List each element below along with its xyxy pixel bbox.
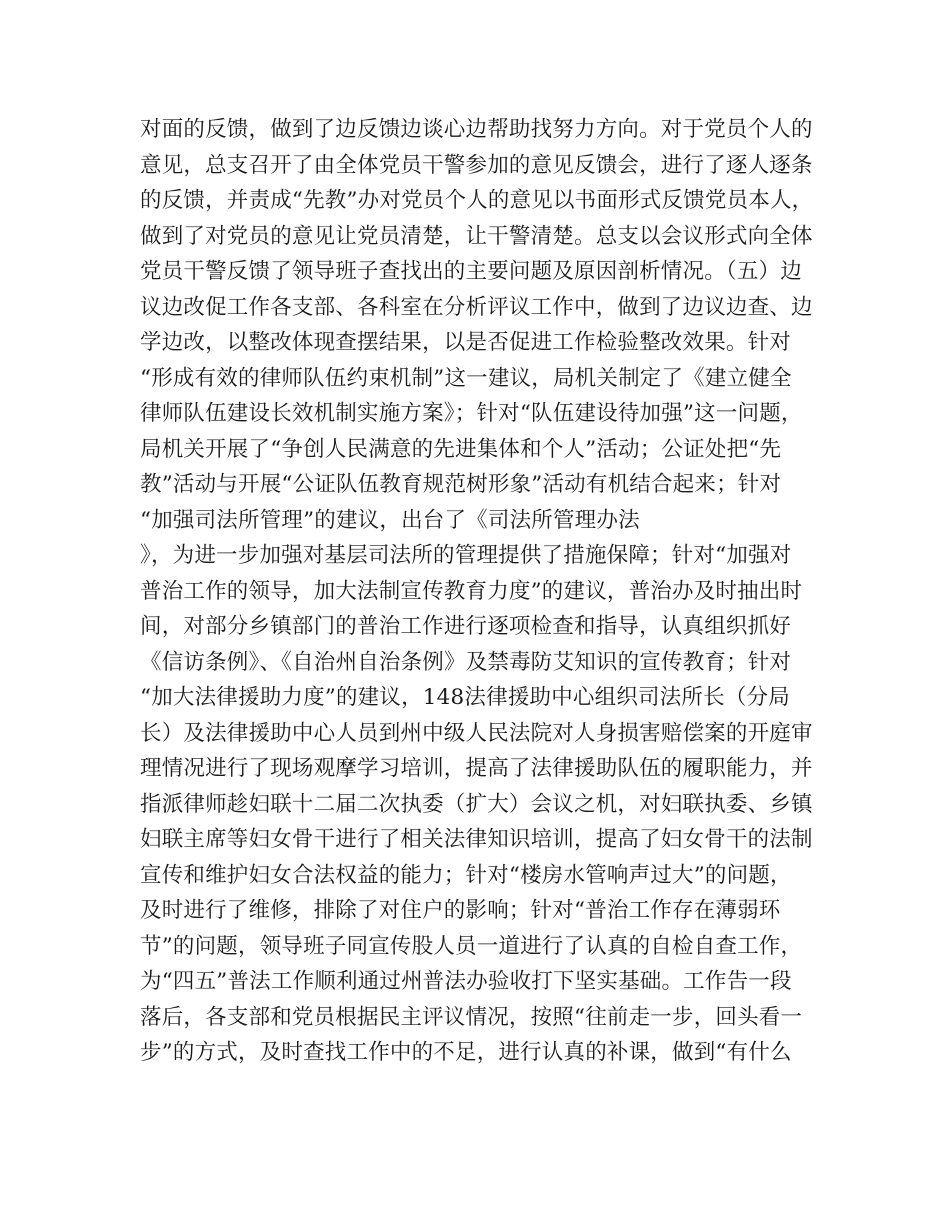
text-line: 节”的问题，领导班子同宣传股人员一道进行了认真的自检自查工作， <box>140 933 803 959</box>
text-line: 及时进行了维修，排除了对住户的影响；针对“普治工作存在薄弱环 <box>140 898 781 923</box>
text-line: 长）及法律援助中心人员到州中级人民法院对人身损害赔偿案的开庭审 <box>140 720 813 746</box>
text-line: 学边改，以整改体现查摆结果，以是否促进工作检验整改效果。针对 <box>140 330 792 355</box>
text-line: 理情况进行了现场观摩学习培训，提高了法律援助队伍的履职能力，并 <box>140 756 813 781</box>
text-line: “加强司法所管理”的建议，出台了《司法所管理办法 <box>140 507 640 533</box>
text-line: 落后，各支部和党员根据民主评议情况，按照“往前走一步，回头看一 <box>140 1004 803 1030</box>
text-line: 律师队伍建设长效机制实施方案》；针对“队伍建设待加强”这一问题， <box>140 401 803 426</box>
text-line: 间，对部分乡镇部门的普治工作进行逐项检查和指导，认真组织抓好 <box>140 614 792 639</box>
text-line: 妇联主席等妇女骨干进行了相关法律知识培训，提高了妇女骨干的法制 <box>140 827 813 852</box>
text-line: 教”活动与开展“公证队伍教育规范树形象”活动有机结合起来；针对 <box>140 472 782 497</box>
text-line: “加大法律援助力度”的建议，148法律援助中心组织司法所长（分局 <box>140 685 790 710</box>
text-line: 党员干警反馈了领导班子查找出的主要问题及原因剖析情况。（五）边 <box>140 259 802 284</box>
text-line: 为“四五”普法工作顺利通过州普法办验收打下坚实基础。工作告一段 <box>140 969 792 994</box>
text-line: 《信访条例》、《自治州自治条例》及禁毒防艾知识的宣传教育；针对 <box>140 649 792 675</box>
text-line: “形成有效的律师队伍约束机制”这一建议，局机关制定了《建立健全 <box>140 365 792 391</box>
text-line: 步”的方式，及时查找工作中的不足，进行认真的补课，做到“有什么 <box>140 1040 792 1065</box>
text-line: 宣传和维护妇女合法权益的能力；针对“楼房水管响声过大”的问题， <box>140 862 792 888</box>
text-line: 》，为进一步加强对基层司法所的管理提供了措施保障；针对“加强对 <box>140 543 792 568</box>
text-line: 做到了对党员的意见让党员清楚，让干警清楚。总支以会议形式向全体 <box>140 223 813 249</box>
text-line: 普治工作的领导，加大法制宣传教育力度”的建议，普治办及时抽出时 <box>140 578 803 604</box>
text-line: 对面的反馈，做到了边反馈边谈心边帮助找努力方向。对于党员个人的 <box>140 117 813 142</box>
body-text <box>140 112 830 1071</box>
text-line: 局机关开展了“争创人民满意的先进集体和个人”活动；公证处把“先 <box>140 436 782 462</box>
text-line: 的反馈，并责成“先教”办对党员个人的意见以书面形式反馈党员本人， <box>140 188 814 213</box>
text-line: 意见，总支召开了由全体党员干警参加的意见反馈会，进行了逐人逐条 <box>140 152 813 178</box>
text-line: 议边改促工作各支部、各科室在分析评议工作中，做到了边议边查、边 <box>140 294 813 320</box>
text-line: 指派律师趁妇联十二届二次执委（扩大）会议之机，对妇联执委、乡镇 <box>140 791 813 817</box>
